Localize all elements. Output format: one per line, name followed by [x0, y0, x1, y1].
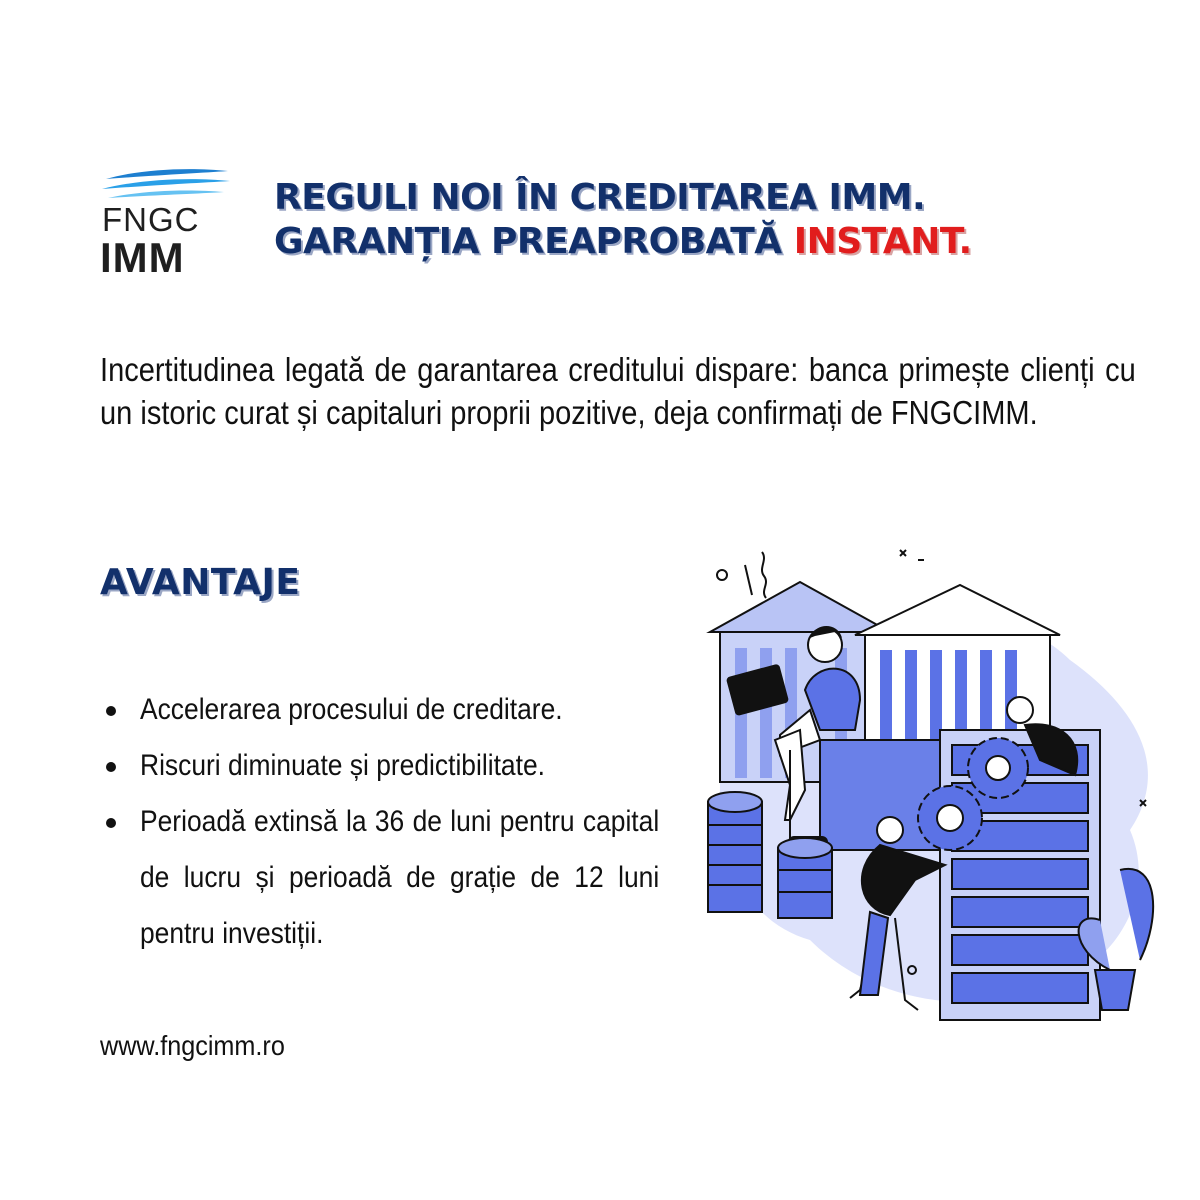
list-item: [100, 794, 660, 962]
headline-line-1: REGULI NOI ÎN CREDITAREA IMM.: [274, 177, 926, 218]
headline-line-2: [274, 220, 1174, 264]
intro-paragraph: Incertitudinea legată de garantarea creditului dispare: banca primește clienți cu un istoric curat și capitaluri proprii pozitive, deja confirmați de FNGCIMM.: [100, 351, 1136, 431]
banking-illustration: [690, 540, 1180, 1040]
headline-line-2-prefix: GARANȚIA PREAPROBATĂ: [274, 221, 794, 262]
benefit-text: Perioadă extinsă la 36 de luni pentru capital de lucru și perioadă de grație de 12 luni pentru investiții.: [140, 805, 660, 950]
fngcimm-logo: [100, 165, 232, 281]
benefit-text: Riscuri diminuate și predictibilitate.: [140, 749, 545, 782]
benefits-list: [100, 682, 660, 962]
website-link[interactable]: www.fngcimm.ro: [100, 1030, 285, 1061]
section-title: AVANTAJE: [100, 562, 301, 603]
page-headline: [274, 176, 1174, 264]
logo-text-bottom: IMM: [100, 234, 185, 281]
headline-accent: INSTANT.: [793, 221, 972, 262]
list-item: [100, 682, 660, 738]
logo-text-top: FNGC: [102, 201, 200, 238]
wave-logo-icon: [100, 165, 232, 205]
list-item: [100, 738, 660, 794]
benefit-text: Accelerarea procesului de creditare.: [140, 693, 563, 726]
